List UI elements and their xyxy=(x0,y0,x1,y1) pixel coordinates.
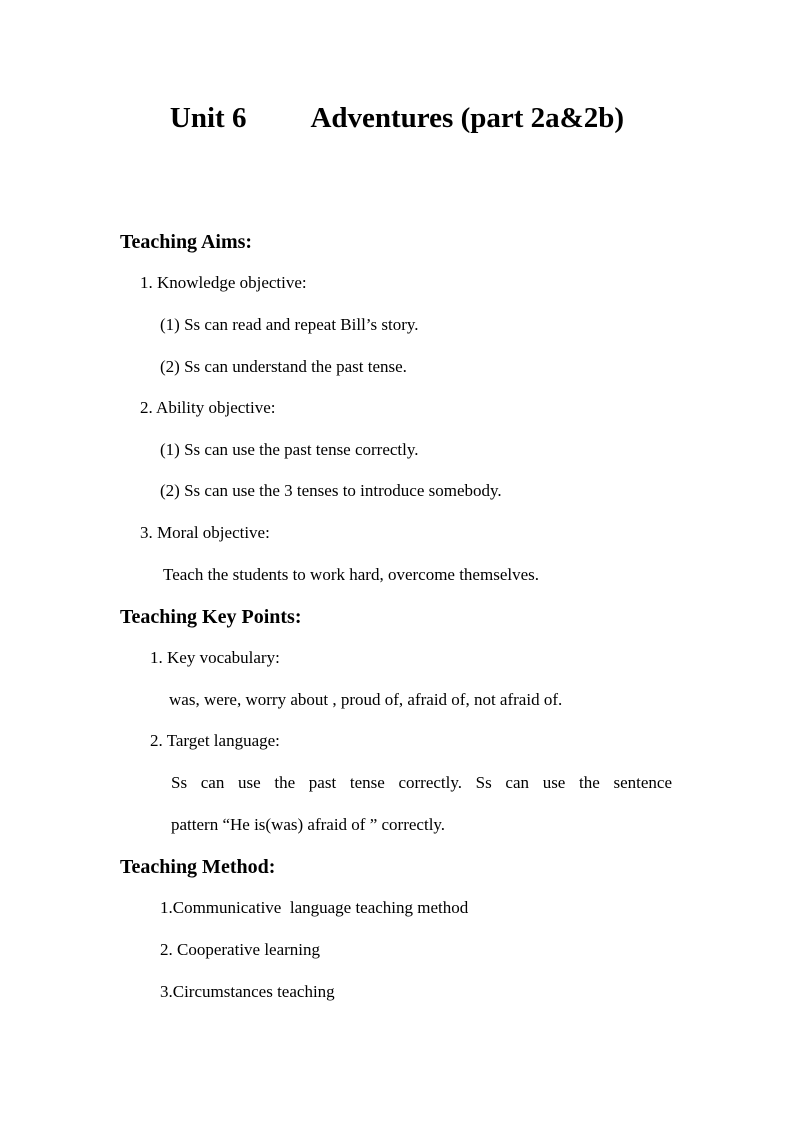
ability-objective-label: 2. Ability objective: xyxy=(140,398,276,417)
key-vocabulary-text: was, were, worry about , proud of, afraid of, not afraid of. xyxy=(169,690,563,709)
key-points-heading: Teaching Key Points: xyxy=(120,606,302,628)
moral-objective-text: Teach the students to work hard, overcome themselves. xyxy=(163,565,540,584)
target-language-line-1: Ss can use the past tense correctly. Ss can use the sentence xyxy=(171,773,672,792)
ability-item-2: (2) Ss can use the 3 tenses to introduce somebody. xyxy=(160,481,502,500)
knowledge-item-2: (2) Ss can understand the past tense. xyxy=(160,357,407,376)
method-item-3: 3.Circumstances teaching xyxy=(160,982,335,1001)
target-language-label: 2. Target language: xyxy=(150,731,280,750)
method-item-2: 2. Cooperative learning xyxy=(160,940,321,959)
document-title xyxy=(0,100,794,136)
method-item-1: 1.Communicative language teaching method xyxy=(160,898,469,917)
key-vocabulary-label: 1. Key vocabulary: xyxy=(150,648,280,667)
knowledge-objective-label: 1. Knowledge objective: xyxy=(140,273,307,292)
teaching-method-heading: Teaching Method: xyxy=(120,856,276,878)
knowledge-item-1: (1) Ss can read and repeat Bill’s story. xyxy=(160,315,419,334)
target-language-line-2: pattern “He is(was) afraid of ” correctly. xyxy=(171,815,446,834)
unit-label: Unit 6 xyxy=(169,102,247,134)
ability-item-1: (1) Ss can use the past tense correctly. xyxy=(160,440,419,459)
teaching-aims-heading: Teaching Aims: xyxy=(120,231,253,253)
unit-topic: Adventures (part 2a&2b) xyxy=(310,102,625,134)
moral-objective-label: 3. Moral objective: xyxy=(140,523,270,542)
